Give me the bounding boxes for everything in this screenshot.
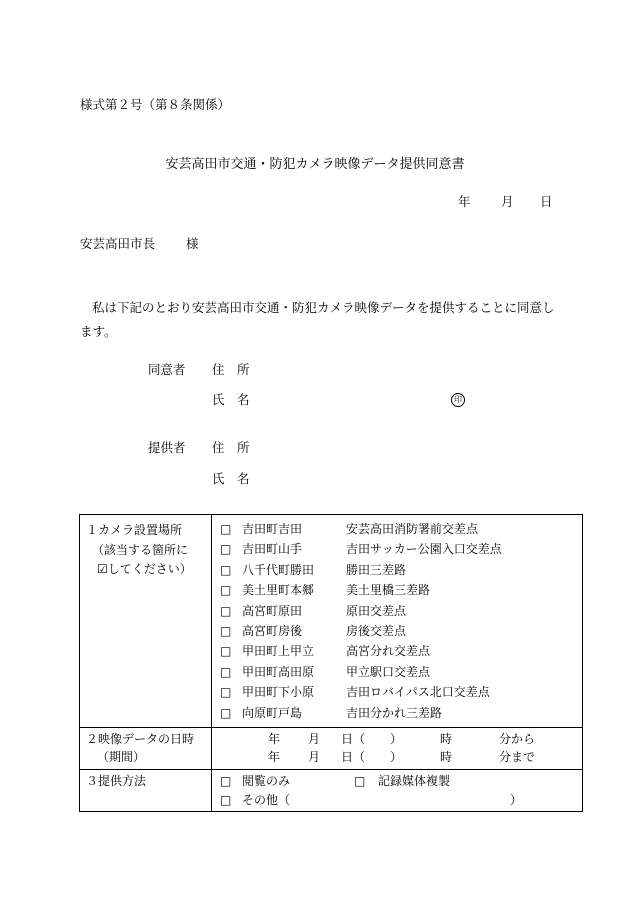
document-title: 安芸高田市交通・防犯カメラ映像データ提供同意書	[165, 157, 465, 172]
camera-location-label: １カメラ設置場所	[86, 523, 183, 537]
location-checkbox[interactable]: □	[220, 522, 232, 536]
camera-location-note-1: （該当する箇所に	[92, 542, 189, 557]
location-item	[212, 580, 582, 600]
consent-statement: 私は下記のとおり安芸高田市交通・防犯カメラ映像データを提供することに同意します。	[80, 300, 555, 339]
location-town: 高宮町原田	[242, 603, 303, 618]
view-only-checkbox[interactable]: □	[220, 773, 232, 788]
other-close: ）	[510, 792, 523, 807]
location-town: 高宮町房後	[242, 623, 303, 638]
location-checkbox[interactable]: □	[220, 664, 232, 679]
from-minute: 分から	[499, 731, 536, 746]
location-item	[212, 641, 582, 661]
provider-address-label: 住 所	[212, 440, 250, 455]
from-month: 月	[308, 731, 321, 746]
camera-location-label-cell	[80, 515, 212, 728]
location-checkbox[interactable]: □	[220, 562, 232, 577]
location-place: 勝田三差路	[346, 562, 407, 577]
to-day-close: ）	[390, 750, 403, 765]
datetime-from-row	[212, 730, 582, 749]
addressee-honorific: 様	[186, 236, 199, 251]
location-item	[212, 682, 582, 702]
datetime-to-row	[212, 748, 582, 767]
date-month-label: 月	[501, 194, 514, 209]
camera-location-row	[80, 515, 583, 728]
datetime-row	[80, 727, 583, 769]
location-checkbox[interactable]: □	[220, 583, 232, 598]
media-copy-checkbox[interactable]: □	[354, 773, 366, 788]
location-item	[212, 601, 582, 621]
camera-location-note-2: ☑してください）	[97, 562, 192, 576]
from-day-close: ）	[390, 731, 403, 746]
location-town: 八千代町勝田	[242, 562, 315, 577]
detail-table	[79, 514, 583, 812]
location-item	[212, 539, 582, 559]
provider-name-label: 氏 名	[212, 471, 250, 486]
location-place: 吉田ロバイパス北口交差点	[346, 685, 490, 700]
location-item	[212, 519, 582, 539]
other-checkbox[interactable]: □	[220, 792, 232, 807]
consenter-label: 同意者	[148, 362, 186, 377]
from-day: 日（	[341, 731, 366, 746]
datetime-label: ２映像データの日時	[86, 731, 195, 746]
provision-method-options-cell	[212, 769, 583, 811]
datetime-label-cell	[80, 727, 212, 769]
seal-mark: 印	[451, 393, 465, 407]
method-row-1	[212, 772, 582, 791]
provision-method-label: ３提供方法	[86, 773, 147, 788]
form-number: 様式第２号（第８条関係）	[80, 97, 231, 112]
datetime-sublabel: （期間）	[97, 750, 146, 765]
from-hour: 時	[440, 731, 453, 746]
to-hour: 時	[440, 750, 453, 765]
location-item	[212, 703, 582, 723]
date-day-label: 日	[540, 194, 553, 209]
location-item	[212, 662, 582, 682]
location-place: 甲立駅口交差点	[346, 664, 431, 679]
provision-method-row	[80, 769, 583, 811]
addressee-name: 安芸高田市長	[80, 236, 156, 251]
location-place: 美土里橋三差路	[346, 583, 431, 598]
location-checkbox[interactable]: □	[220, 644, 232, 659]
location-town: 吉田町山手	[242, 542, 303, 557]
location-place: 高宮分れ交差点	[346, 644, 431, 659]
location-town: 向原町戸島	[242, 705, 303, 720]
provision-method-label-cell	[80, 769, 212, 811]
location-checkbox[interactable]: □	[220, 705, 232, 720]
to-day: 日（	[341, 750, 366, 765]
location-place: 吉田分かれ三差路	[346, 705, 443, 720]
location-checkbox[interactable]: □	[220, 603, 232, 618]
location-place: 原田交差点	[346, 603, 407, 618]
location-town: 美土里町本郷	[242, 583, 315, 598]
location-checkbox[interactable]: □	[220, 685, 232, 700]
provider-label: 提供者	[148, 440, 186, 455]
method-row-2	[212, 791, 582, 810]
camera-location-options-cell	[212, 515, 583, 728]
location-town: 甲田町下小原	[242, 685, 315, 700]
location-town: 甲田町高田原	[242, 664, 315, 679]
other-label: その他（	[242, 792, 291, 807]
datetime-fields-cell	[212, 727, 583, 769]
location-town: 甲田町上甲立	[242, 644, 315, 659]
media-copy-label: 記録媒体複製	[378, 773, 451, 788]
location-item	[212, 560, 582, 580]
location-checkbox[interactable]: □	[220, 623, 232, 638]
location-item	[212, 621, 582, 641]
location-place: 房後交差点	[346, 623, 407, 638]
camera-location-list	[212, 515, 582, 727]
location-place: 吉田サッカー公園入口交差点	[346, 542, 502, 557]
addressee	[80, 236, 199, 251]
location-place: 安芸高田消防署前交差点	[346, 522, 479, 536]
view-only-label: 閲覧のみ	[242, 773, 291, 788]
from-year: 年	[268, 731, 281, 746]
consenter-address-label: 住 所	[212, 362, 250, 377]
to-month: 月	[308, 750, 321, 765]
location-checkbox[interactable]: □	[220, 542, 232, 557]
location-town: 吉田町吉田	[242, 522, 303, 536]
to-minute: 分まで	[499, 750, 536, 765]
date-year-label: 年	[458, 194, 471, 209]
consenter-name-label: 氏 名	[212, 392, 250, 407]
to-year: 年	[268, 750, 281, 765]
